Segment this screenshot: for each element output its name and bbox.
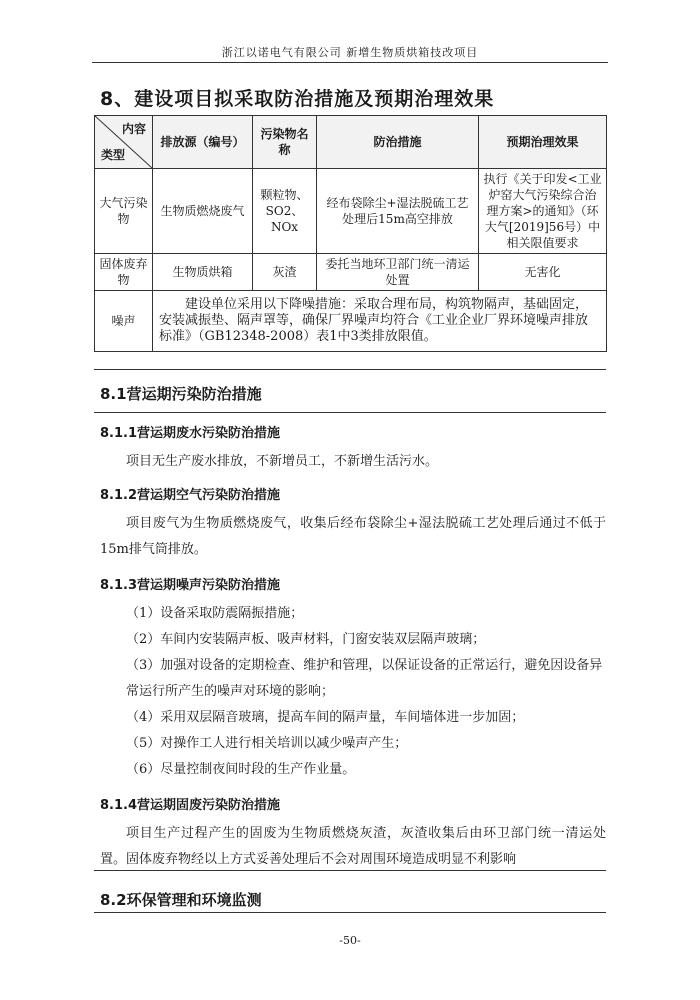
row-type: 噪声 [95, 291, 153, 352]
diag-top-label: 内容 [121, 122, 146, 136]
subsection-heading: 8.1.3营运期噪声污染防治措施 [100, 578, 281, 593]
list-item: （2）车间内安装隔声板、吸声材料，门窗安装双层隔声玻璃； [126, 632, 486, 647]
section-divider [94, 369, 606, 370]
row-effect: 无害化 [479, 254, 607, 291]
list-item: （4）采用双层隔音玻璃，提高车间的隔声量，车间墙体进一步加固； [126, 710, 525, 725]
main-content [100, 375, 606, 919]
list-item: （5）对操作工人进行相关培训以减少噪声产生； [126, 736, 408, 751]
measures-table [94, 115, 607, 352]
table-header-row [95, 116, 607, 169]
subsection-heading: 8.1.4营运期固废污染防治措施 [100, 798, 281, 813]
paragraph: 项目废气为生物质燃烧废气，收集后经布袋除尘+湿法脱硫工艺处理后通过不低于15m排气筒排放。 [100, 516, 606, 557]
row-pollutant: 颗粒物、SO2、NOx [253, 169, 317, 254]
noise-measures-text: 建设单位采用以下降噪措施：采取合理布局，构筑物隔声，基础固定，安装减振垫、隔声罩等，确保厂界噪声均符合《工业企业厂界环境噪声排放标准》（GB12348-2008）表1中3类排放限值。 [153, 291, 607, 352]
table-row [95, 254, 607, 291]
paragraph: 项目无生产废水排放，不新增员工，不新增生活污水。 [126, 454, 439, 469]
section-heading: 8.1营运期污染防治措施 [100, 385, 262, 403]
chapter-title: 8、建设项目拟采取防治措施及预期治理效果 [100, 88, 495, 110]
list-item: （1）设备采取防震隔振措施； [126, 606, 304, 621]
diag-bottom-label: 类型 [101, 148, 126, 162]
table-row-noise [95, 291, 607, 352]
list-item: （3）加强对设备的定期检查、维护和管理，以保证设备的正常运行，避免因设备异常运行所产生的噪声对环境的影响； [126, 658, 603, 699]
table-row [95, 169, 607, 254]
page-header: 浙江以诺电气有限公司 新增生物质烘箱技改项目 [92, 44, 608, 63]
row-effect: 执行《关于印发<工业炉窑大气污染综合治理方案>的通知》（环大气[2019]56号）中相关限值要求 [479, 169, 607, 254]
col-header-source: 排放源（编号） [153, 116, 253, 169]
measures-table-wrap [94, 115, 606, 352]
list-item: （6）尽量控制夜间时段的生产作业量。 [126, 762, 356, 777]
row-source: 生物质烘箱 [153, 254, 253, 291]
section-heading: 8.2环保管理和环境监测 [100, 891, 262, 909]
paragraph: 项目生产过程产生的固废为生物质燃烧灰渣，灰渣收集后由环卫部门统一清运处置。固体废弃物经以上方式妥善处理后不会对周围环境造成明显不利影响 [100, 826, 606, 867]
col-header-measure: 防治措施 [317, 116, 479, 169]
col-header-effect: 预期治理效果 [479, 116, 607, 169]
row-type: 大气污染物 [95, 169, 153, 254]
row-measure: 经布袋除尘+湿法脱硫工艺处理后15m高空排放 [317, 169, 479, 254]
row-source: 生物质燃烧废气 [153, 169, 253, 254]
page-number: -50- [339, 934, 361, 947]
row-pollutant: 灰渣 [253, 254, 317, 291]
col-header-pollutant: 污染物名称 [253, 116, 317, 169]
diagonal-header-cell [95, 116, 153, 169]
row-measure: 委托当地环卫部门统一清运处置 [317, 254, 479, 291]
subsection-heading: 8.1.1营运期废水污染防治措施 [100, 426, 281, 441]
row-type: 固体废弃物 [95, 254, 153, 291]
subsection-heading: 8.1.2营运期空气污染防治措施 [100, 488, 281, 503]
